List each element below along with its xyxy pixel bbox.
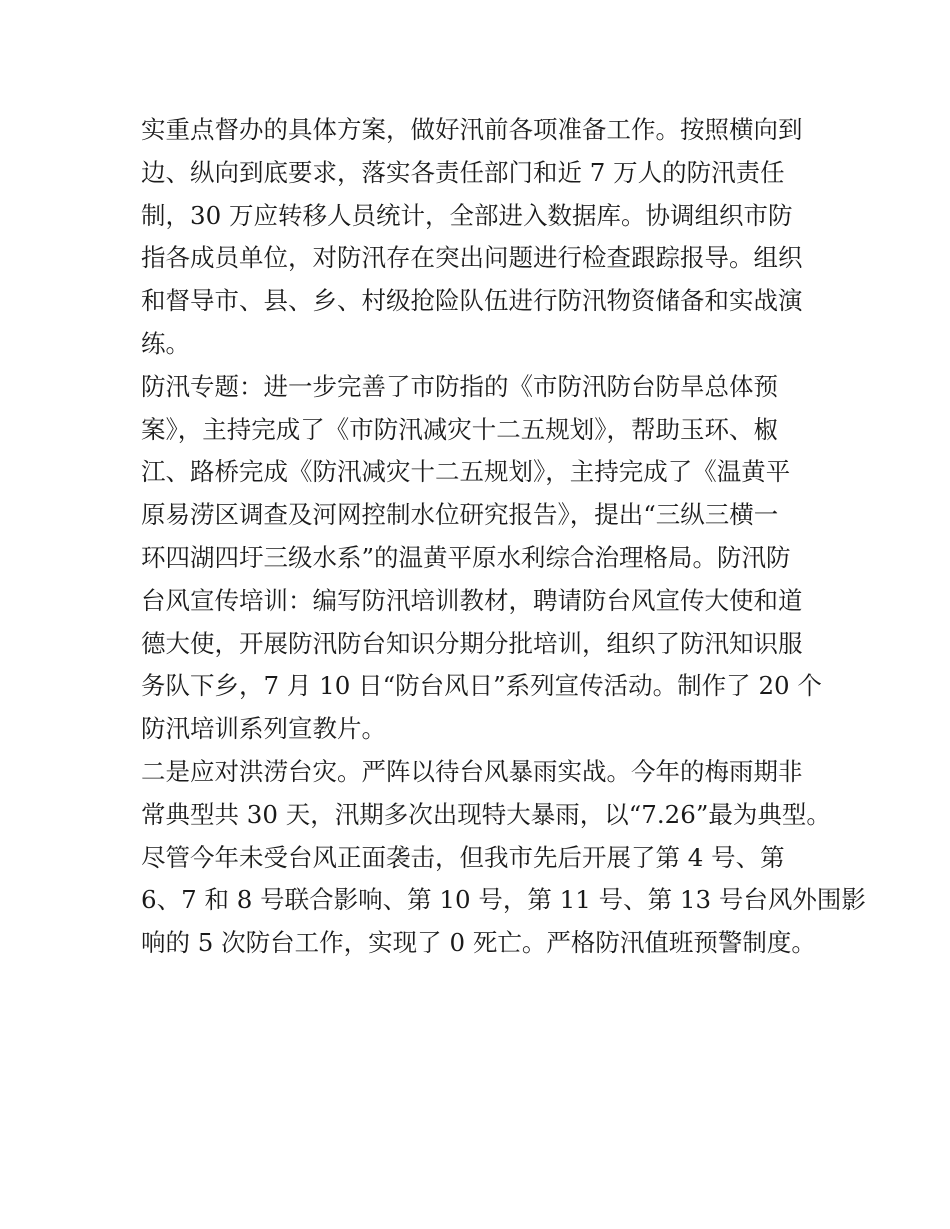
text-line: 二是应对洪涝台灾。严阵以待台风暴雨实战。今年的梅雨期非	[141, 756, 803, 786]
text-line: 制，30 万应转移人员统计，全部进入数据库。协调组织市防	[141, 200, 793, 230]
text-line: 边、纵向到底要求，落实各责任部门和近 7 万人的防汛责任	[141, 157, 785, 187]
text-line: 指各成员单位，对防汛存在突出问题进行检查跟踪报导。组织	[141, 243, 803, 273]
text-line: 环四湖四圩三级水系”的温黄平原水利综合治理格局。防汛防	[141, 542, 791, 572]
text-line: 防汛专题：进一步完善了市防指的《市防汛防台防旱总体预	[141, 371, 778, 401]
text-line: 江、路桥完成《防汛减灾十二五规划》，主持完成了《温黄平	[141, 457, 791, 487]
text-line: 德大使，开展防汛防台知识分期分批培训，组织了防汛知识服	[141, 628, 803, 658]
text-line: 尽管今年未受台风正面袭击，但我市先后开展了第 4 号、第	[141, 842, 785, 872]
text-line: 6、7 和 8 号联合影响、第 10 号，第 11 号、第 13 号台风外围影	[141, 885, 866, 915]
text-line: 实重点督办的具体方案，做好汛前各项准备工作。按照横向到	[141, 115, 803, 144]
text-line: 练。	[141, 328, 190, 358]
body-text	[141, 109, 866, 965]
text-line: 务队下乡，7 月 10 日“防台风日”系列宣传活动。制作了 20 个	[141, 671, 822, 701]
text-line: 防汛培训系列宣教片。	[141, 714, 386, 744]
text-line: 原易涝区调查及河网控制水位研究报告》，提出“三纵三横一	[141, 500, 779, 530]
text-line: 和督导市、县、乡、村级抢险队伍进行防汛物资储备和实战演	[141, 286, 803, 316]
text-line: 常典型共 30 天，汛期多次出现特大暴雨，以“7.26”最为典型。	[141, 799, 831, 829]
text-line: 台风宣传培训：编写防汛培训教材，聘请防台风宣传大使和道	[141, 585, 803, 615]
text-line: 案》，主持完成了《市防汛减灾十二五规划》，帮助玉环、椒	[141, 414, 778, 444]
text-line: 响的 5 次防台工作，实现了 0 死亡。严格防汛值班预警制度。	[141, 928, 816, 958]
